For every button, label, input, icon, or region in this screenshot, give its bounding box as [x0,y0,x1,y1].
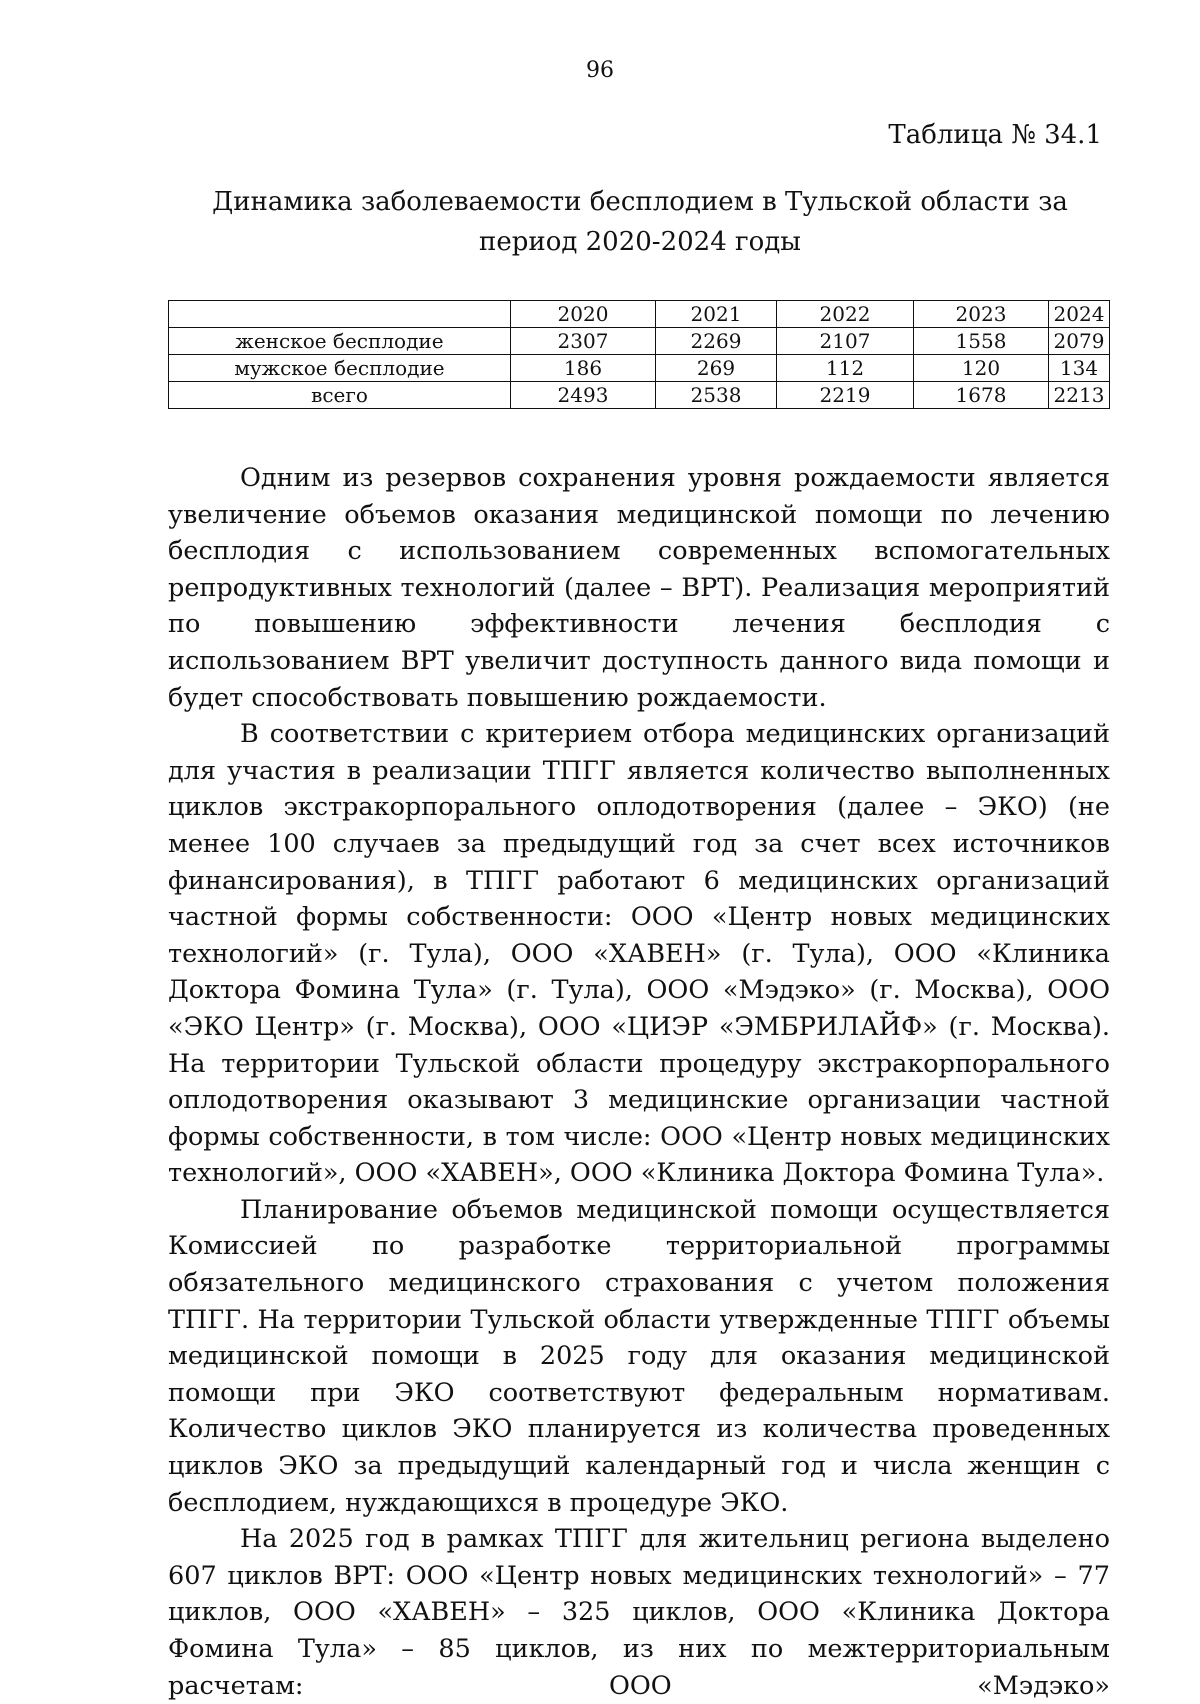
table-row [169,355,1110,382]
table-header-cell: 2020 [511,301,656,328]
table-cell: 1558 [914,328,1049,355]
table-cell: 2493 [511,382,656,409]
table-cell: 2307 [511,328,656,355]
table-cell: 120 [914,355,1049,382]
table-cell: 2107 [777,328,914,355]
table-row [169,382,1110,409]
table-cell: 269 [656,355,777,382]
table-title: Динамика заболеваемости бесплодием в Тульской области за период 2020-2024 годы [212,187,1068,257]
table-header-cell: 2021 [656,301,777,328]
table-header-row [169,301,1110,328]
table-caption: Таблица № 34.1 [888,120,1102,150]
table-cell: 112 [777,355,914,382]
row-label: мужское бесплодие [169,355,511,382]
page-number: 96 [586,58,614,83]
row-label: женское бесплодие [169,328,511,355]
incidence-table [168,300,1110,409]
table-cell: 134 [1049,355,1110,382]
paragraph: Планирование объемов медицинской помощи осуществляется Комиссией по разработке территориальной программы обязательного медицинского страхования с учетом положения ТПГГ. На территории Тульской области утвержденные ТПГГ объемы медицинской помощи в 2025 году для оказания медицинской помощи при ЭКО соответствуют федеральным нормативам. Количество циклов ЭКО планируется из количества проведенных циклов ЭКО за предыдущий календарный год и числа женщин с бесплодием, нуждающихся в процедуре ЭКО. [168,1194,1110,1518]
table-cell: 2213 [1049,382,1110,409]
paragraph: Одним из резервов сохранения уровня рождаемости является увеличение объемов оказания медицинской помощи по лечению бесплодия с использованием современных вспомогательных репродуктивных технологий (далее – ВРТ). Реализация мероприятий по повышению эффективности лечения бесплодия с использованием ВРТ увеличит доступность данного вида помощи и будет способствовать повышению рождаемости. [168,463,1110,713]
table-cell: 2269 [656,328,777,355]
body-text [168,460,1110,1704]
row-label: всего [169,382,511,409]
table-header-cell: 2023 [914,301,1049,328]
table-cell: 1678 [914,382,1049,409]
paragraph: На 2025 год в рамках ТПГГ для жительниц региона выделено 607 циклов ВРТ: ООО «Центр новых медицинских технологий» – 77 циклов, ООО «ХАВЕН» – 325 циклов, ООО «Клиника Доктора Фомина Тула» – 85 циклов, из них по межтерриториальным расчетам: ООО «Мэдэко» [168,1524,1110,1701]
table-header-cell: 2022 [777,301,914,328]
table-cell: 2538 [656,382,777,409]
table-row [169,328,1110,355]
table-cell: 2079 [1049,328,1110,355]
table-cell: 186 [511,355,656,382]
table-header-cell [169,301,511,328]
table-header-cell: 2024 [1049,301,1110,328]
table-cell: 2219 [777,382,914,409]
paragraph: В соответствии с критерием отбора медицинских организаций для участия в реализации ТПГГ является количество выполненных циклов экстракорпорального оплодотворения (далее – ЭКО) (не менее 100 случаев за предыдущий год за счет всех источников финансирования), в ТПГГ работают 6 медицинских организаций частной формы собственности: ООО «Центр новых медицинских технологий» (г. Тула), ООО «ХАВЕН» (г. Тула), ООО «Клиника Доктора Фомина Тула» (г. Тула), ООО «Мэдэко» (г. Москва), ООО «ЭКО Центр» (г. Москва), ООО «ЦИЭР «ЭМБРИЛАЙФ» (г. Москва). На территории Тульской области процедуру экстракорпорального оплодотворения оказывают 3 медицинские организации частной формы собственности, в том числе: ООО «Центр новых медицинских технологий», ООО «ХАВЕН», ООО «Клиника Доктора Фомина Тула». [168,719,1110,1189]
